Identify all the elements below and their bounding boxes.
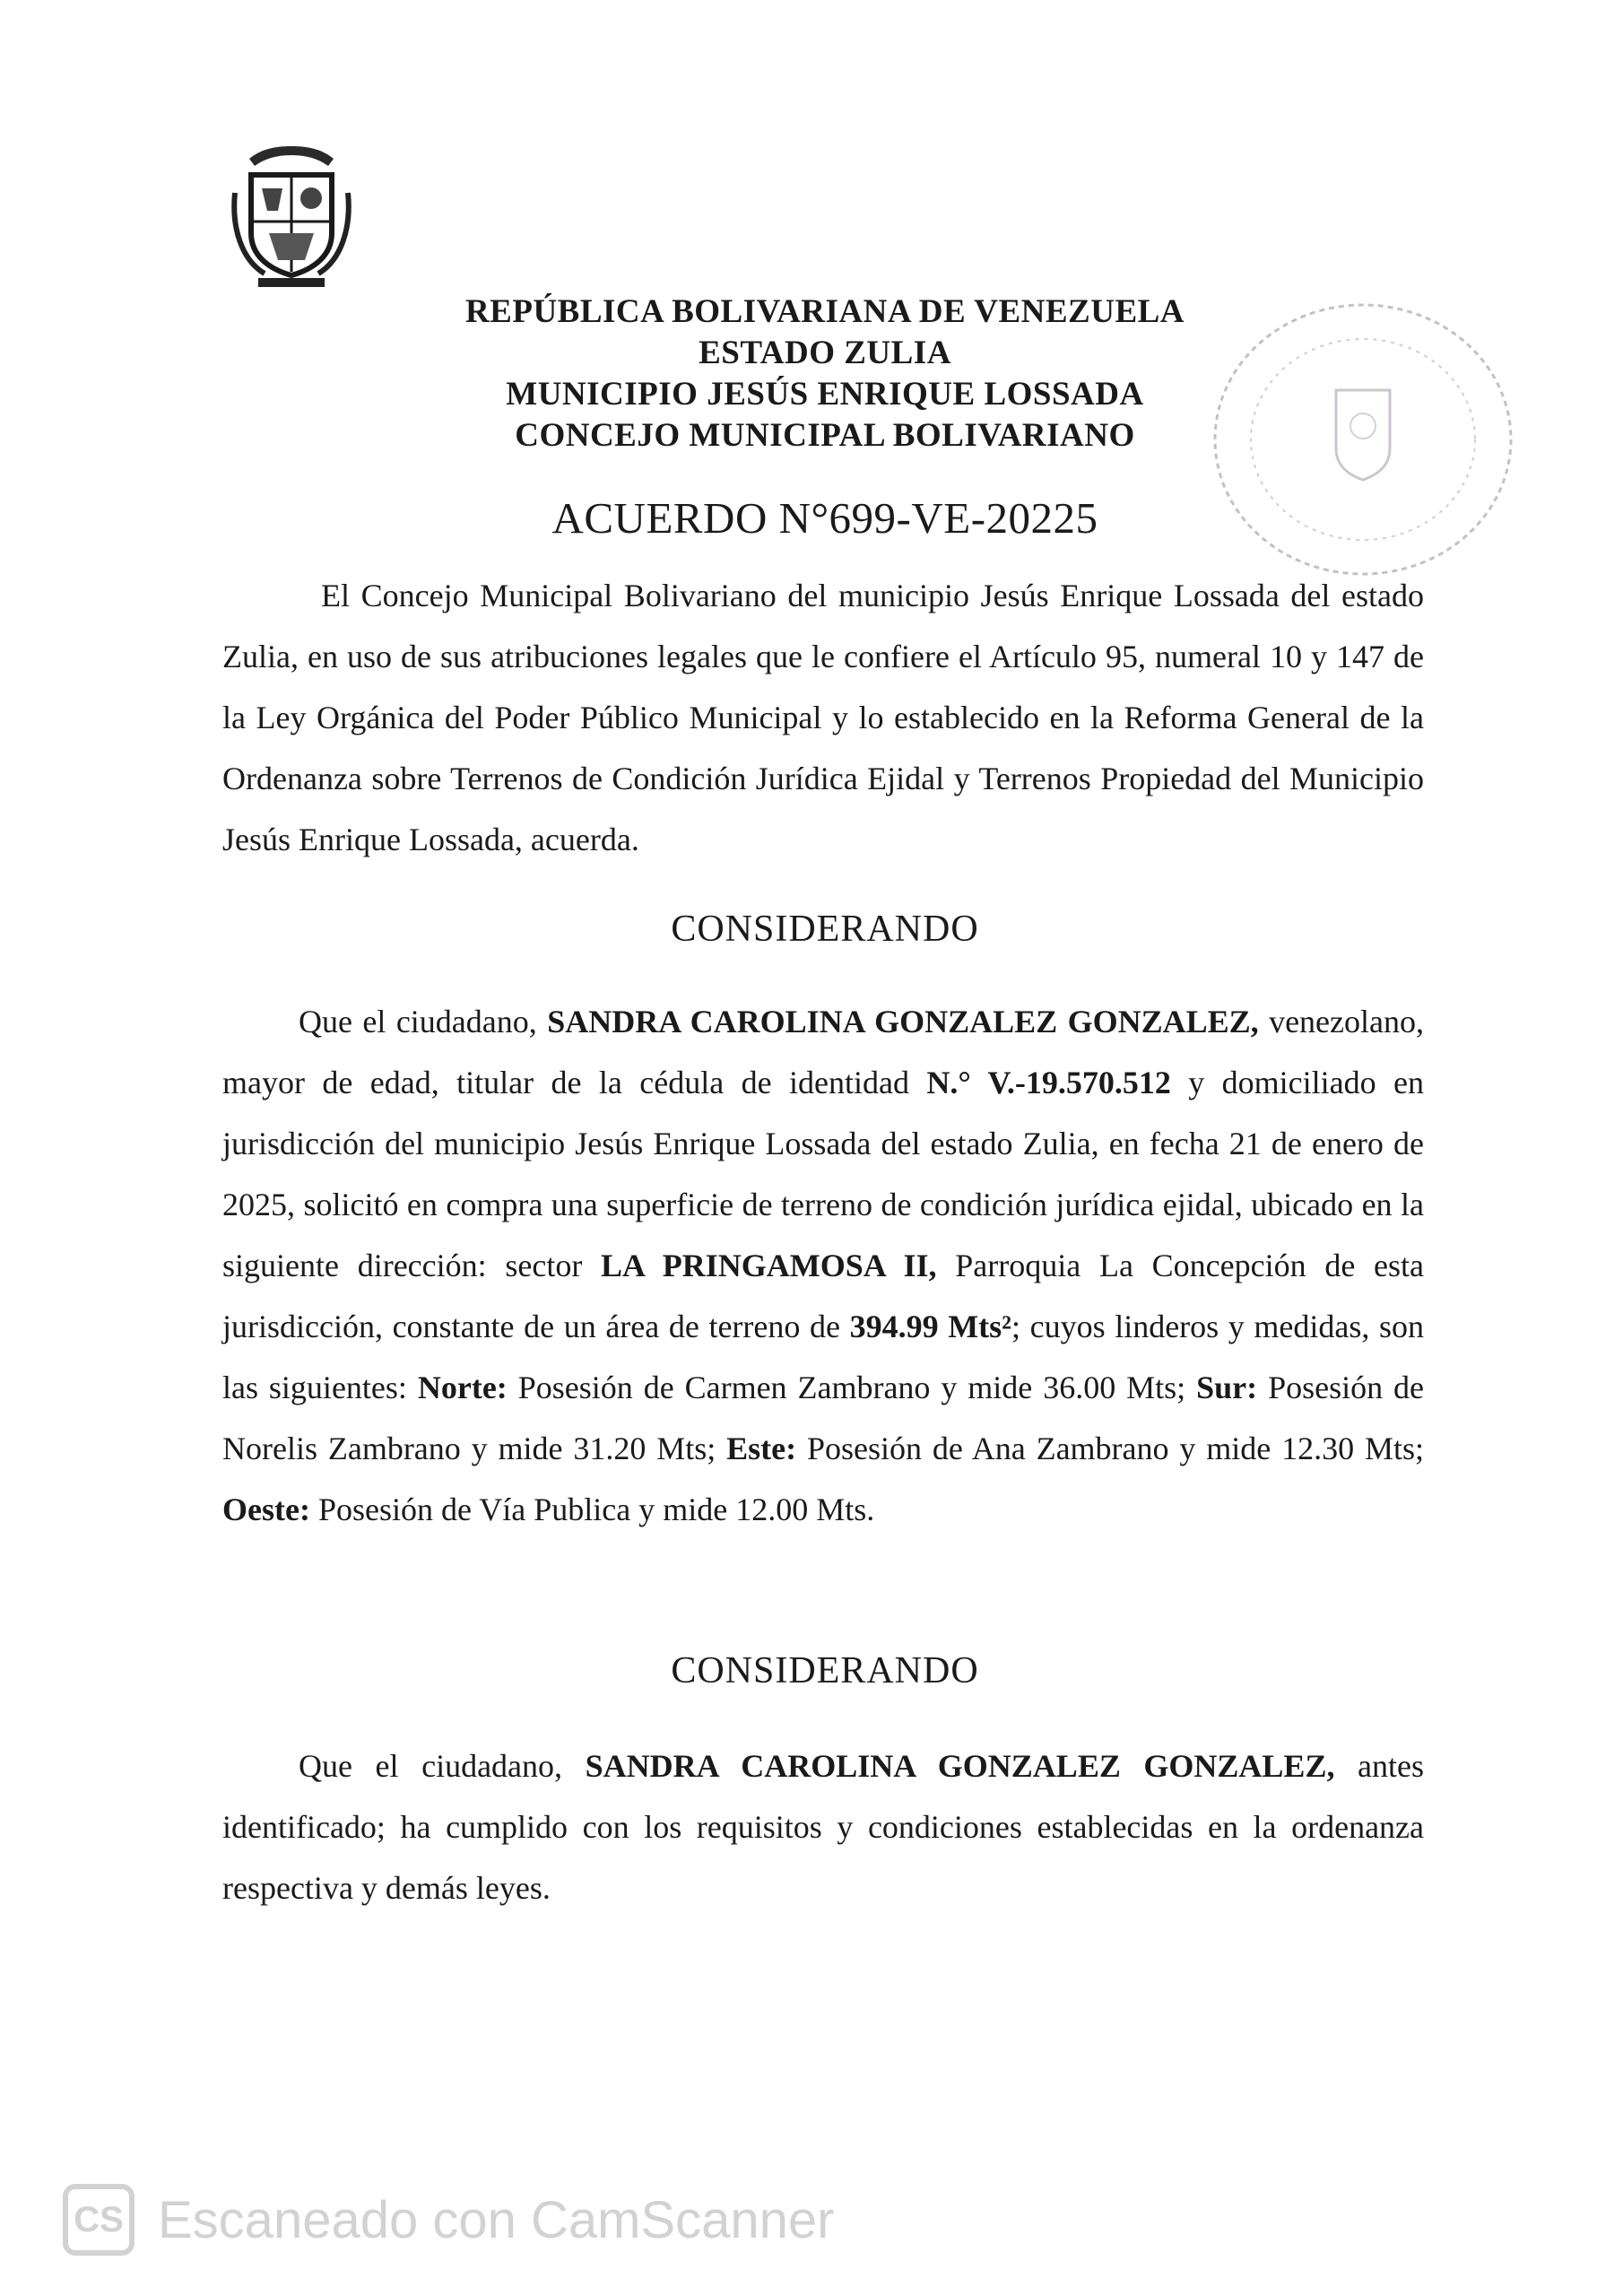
text-segment: antes identificado; ha cumplido con los requisitos y condiciones establecidas en la ordenanza respectiva y demás leyes.	[222, 1748, 1425, 1906]
header-council: CONCEJO MUNICIPAL BOLIVARIANO	[515, 417, 1135, 454]
intro-paragraph: El Concejo Municipal Bolivariano del municipio Jesús Enrique Lossada del estado Zulia, en uso de sus atribuciones legales que le confiere el Artículo 95, numeral 10 y 147 de la Ley Orgánica del Poder Público Municipal y lo establecido en la Reforma General de la Ordenanza sobre Terrenos de Condición Jurídica Ejidal y Terrenos Propiedad del Municipio Jesús Enrique Lossada, acuerda.	[222, 578, 1424, 857]
camscanner-logo-icon: CS	[63, 2184, 135, 2256]
camscanner-watermark	[63, 2179, 834, 2260]
norte-text: Posesión de Carmen Zambrano y mide 36.00 Mts;	[507, 1370, 1197, 1405]
sur-text: Posesión de Norelis Zambrano y mide 31.20 Mts;	[222, 1370, 1425, 1466]
header-municipality: MUNICIPIO JESÚS ENRIQUE LOSSADA	[506, 376, 1144, 413]
acuerdo-title: ACUERDO N°699-VE-20225	[551, 493, 1098, 543]
considerando-paragraph-2	[222, 1735, 1424, 1918]
text-segment: y domiciliado en jurisdicción del municipio Jesús Enrique Lossada del estado Zulia, en fecha 21 de enero de 2025, solicitó en compra una superficie de terreno de condición jurídica ejidal, ubicado en la siguiente dirección: sector	[222, 1065, 1424, 1283]
norte-label: Norte:	[417, 1370, 508, 1405]
text-segment: Que el ciudadano,	[299, 1004, 548, 1039]
citizen-name: SANDRA CAROLINA GONZALEZ GONZALEZ,	[585, 1748, 1335, 1784]
sur-label: Sur:	[1196, 1370, 1258, 1405]
document-header	[377, 291, 1273, 457]
considerando-heading-2: CONSIDERANDO	[671, 1650, 979, 1692]
text-segment: Que el ciudadano,	[299, 1748, 586, 1784]
coat-of-arms-icon	[224, 139, 359, 296]
text-segment: ; cuyos linderos y medidas, son las siguientes:	[222, 1309, 1424, 1405]
oeste-text: Posesión de Vía Publica y mide 12.00 Mts.	[309, 1492, 875, 1527]
text-segment: venezolano, mayor de edad, titular de la cédula de identidad	[222, 1004, 1424, 1100]
este-label: Este:	[726, 1431, 797, 1466]
header-republic: REPÚBLICA BOLIVARIANA DE VENEZUELA	[464, 293, 1185, 330]
land-area: 394.99 Mts²	[849, 1309, 1011, 1344]
oeste-label: Oeste:	[222, 1492, 310, 1527]
watermark-text: Escaneado con CamScanner	[158, 2190, 835, 2249]
header-state: ESTADO ZULIA	[699, 335, 951, 371]
cedula-number: N.° V.-19.570.512	[926, 1065, 1171, 1100]
sector-name: LA PRINGAMOSA II,	[601, 1248, 937, 1283]
considerando-heading-1: CONSIDERANDO	[671, 909, 979, 950]
considerando-paragraph-1	[222, 991, 1424, 1540]
este-text: Posesión de Ana Zambrano y mide 12.30 Mts;	[796, 1431, 1425, 1466]
text-segment: Parroquia La Concepción de esta jurisdicción, constante de un área de terreno de	[222, 1248, 1425, 1344]
citizen-name: SANDRA CAROLINA GONZALEZ GONZALEZ,	[547, 1004, 1259, 1039]
